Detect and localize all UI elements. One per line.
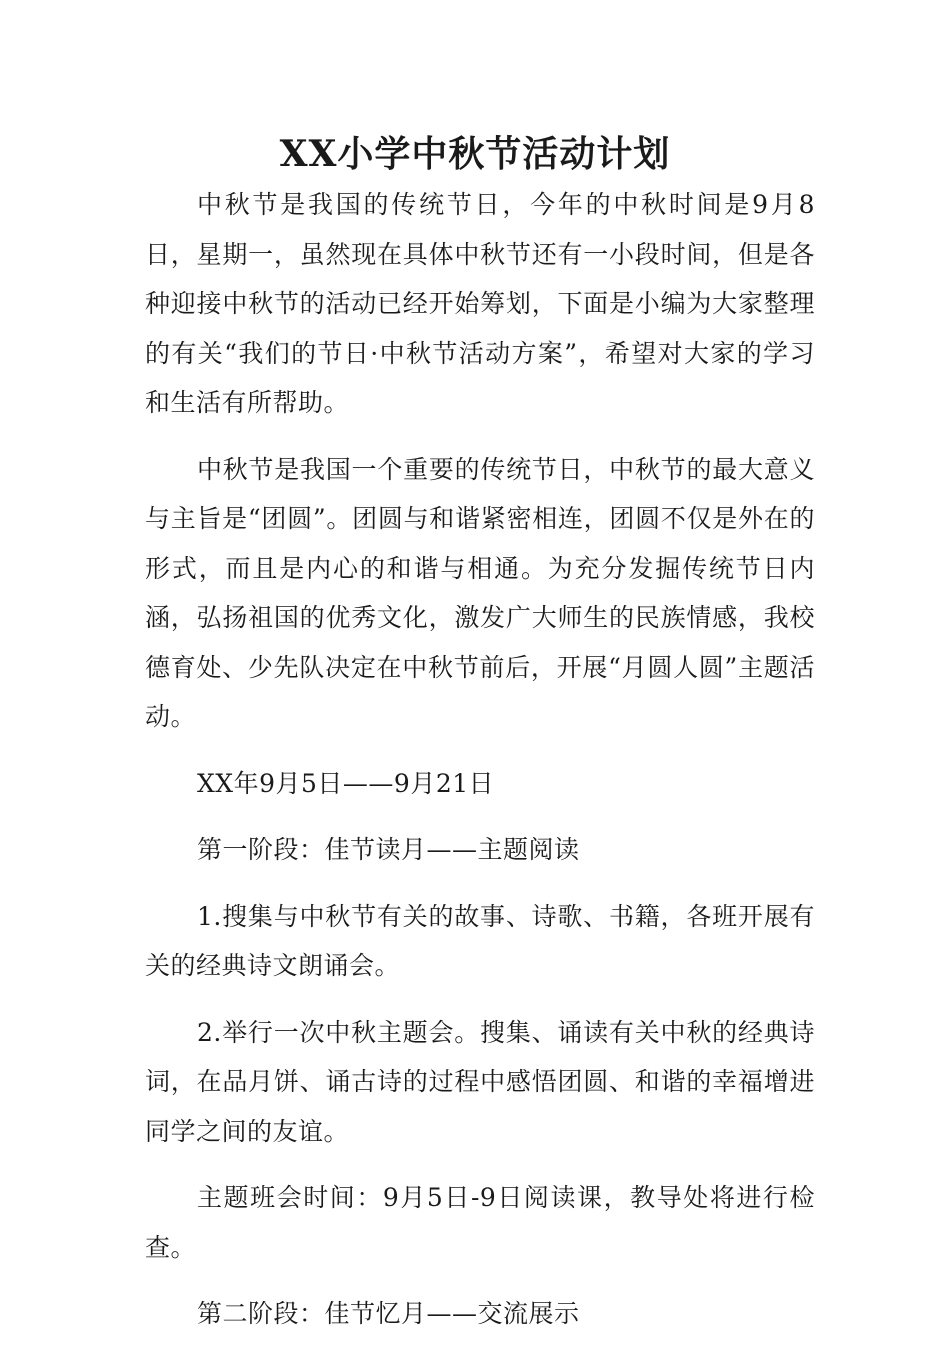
document-body	[145, 180, 815, 1356]
paragraph-class-meeting-time: 主题班会时间：9月5日-9日阅读课，教导处将进行检查。	[145, 1183, 815, 1262]
document-title: XX小学中秋节活动计划	[279, 133, 671, 175]
paragraph-item-1: 1.搜集与中秋节有关的故事、诗歌、书籍，各班开展有关的经典诗文朗诵会。	[145, 901, 815, 980]
paragraph-stage-one-heading: 第一阶段：佳节读月——主题阅读	[197, 835, 580, 864]
paragraph-background: 中秋节是我国一个重要的传统节日，中秋节的最大意义与主旨是“团圆”。团圆与和谐紧密相连，团圆不仅是外在的形式，而且是内心的和谐与相通。为充分发掘传统节日内涵，弘扬祖国的优秀文化，激发广大师生的民族情感，我校德育处、少先队决定在中秋节前后，开展“月圆人圆”主题活动。	[145, 454, 815, 731]
paragraph-stage-two-heading: 第二阶段：佳节忆月——交流展示	[197, 1299, 580, 1328]
paragraph-intro: 中秋节是我国的传统节日，今年的中秋时间是9月8日，星期一，虽然现在具体中秋节还有一小段时间，但是各种迎接中秋节的活动已经开始筹划，下面是小编为大家整理的有关“我们的节日·中秋节活动方案”，希望对大家的学习和生活有所帮助。	[145, 190, 815, 417]
paragraph-item-2: 2.举行一次中秋主题会。搜集、诵读有关中秋的经典诗词，在品月饼、诵古诗的过程中感悟团圆、和谐的幸福增进同学之间的友谊。	[145, 1017, 815, 1146]
paragraph-date-range: XX年9月5日——9月21日	[197, 768, 495, 798]
